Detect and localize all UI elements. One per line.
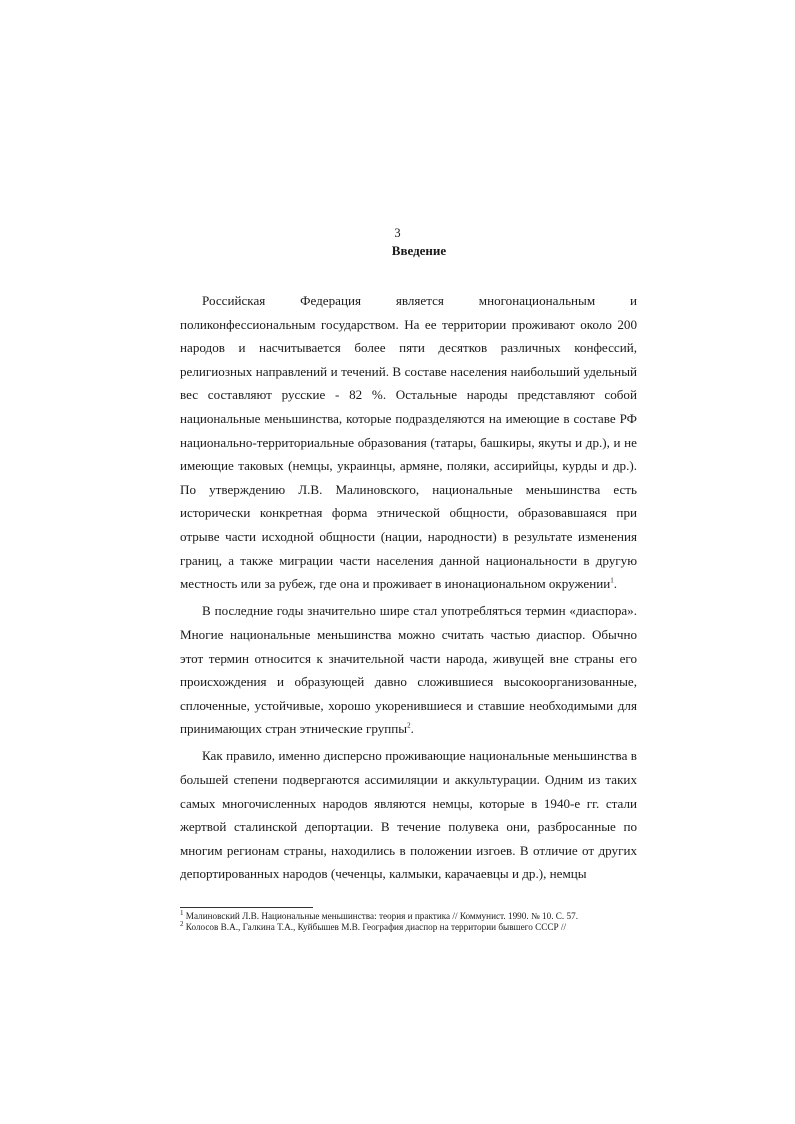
footnote-text: Колосов В.А., Галкина Т.А., Куйбышев М.В. География диаспор на территории бывшего СССР // (185, 922, 567, 932)
footnote-2 (180, 919, 637, 933)
paragraph-text: Как правило, именно дисперсно проживающие национальные меньшинства в большей степени подвергаются ассимиляции и аккультурации. Одним из таких самых многочисленных народов являются немцы, которые в 1940-е гг. стали жертвой сталинской депортации. В течение полувека они, разбросанные по многим регионам страны, находились в положении изгоев. В отличие от других депортированных народов (чеченцы, калмыки, карачаевцы и др.), немцы (180, 748, 637, 882)
paragraph-2 (180, 599, 637, 741)
footnote-1 (180, 908, 637, 922)
footnote-text: Малиновский Л.В. Национальные меньшинства: теория и практика // Коммунист. 1990. № 10. С. 57. (185, 911, 578, 921)
paragraph-3 (180, 744, 637, 886)
page-number: 3 (394, 226, 401, 240)
paragraph-text: В последние годы значительно шире стал употребляться термин «диаспора». Многие национальные меньшинства можно считать частью диаспор. Обычно этот термин относится к значительной части народа, живущей вне страны его происхождения и образующей давно сложившиеся высокоорганизованные, сплоченные, устойчивые, хорошо укоренившиеся и ставшие необходимыми для принимающих стран этнические группы (180, 603, 637, 737)
paragraph-text: Российская Федерация является многонациональным и поликонфессиональным государством. На ее территории проживают около 200 народов и насчитывается более пяти десятков различных конфессий, религиозных направлений и течений. В составе населения наибольший удельный вес составляют русские - 82 %. Остальные народы представляют собой национальные меньшинства, которые подразделяются на имеющие в составе РФ национально-территориальные образования (татары, башкиры, якуты и др.), и не имеющие таковых (немцы, украинцы, армяне, поляки, ассирийцы, курды и др.). По утверждению Л.В. Малиновского, национальные меньшинства есть исторически конкретная форма этнической общности, образовавшаяся при отрыве части исходной общности (нации, народности) в результате изменения границ, а также миграции части населения данной национальности в другую местность или за рубеж, где она и проживает в инонациональном окружении (180, 293, 637, 592)
footnote-mark: 2 (180, 919, 184, 928)
footnote-divider (180, 907, 313, 908)
paragraph-tail: . (410, 721, 414, 737)
body-text (180, 289, 637, 890)
page-title: Введение (391, 243, 447, 258)
paragraph-1 (180, 289, 637, 596)
footnotes (180, 908, 637, 933)
footnote-ref-1[interactable]: 1 (610, 576, 614, 585)
footnote-ref-2[interactable]: 2 (407, 721, 411, 730)
paragraph-tail: . (613, 576, 618, 592)
footnote-mark: 1 (180, 908, 184, 917)
